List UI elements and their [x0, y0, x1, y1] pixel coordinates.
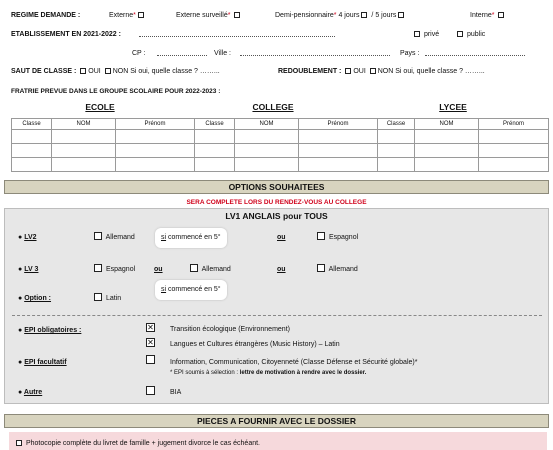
etablissement-label: ETABLISSEMENT EN 2021-2022 :: [11, 31, 121, 38]
regime-interne: Interne*: [470, 12, 506, 19]
option-latin: Latin: [92, 293, 121, 302]
pays-field[interactable]: [425, 49, 525, 58]
pieces-title: PIECES A FOURNIR AVEC LE DOSSIER: [4, 414, 549, 428]
lv2-allemand: Allemand: [92, 232, 135, 241]
si-commence-note-2: si commencé en 5°: [155, 280, 227, 300]
public-checkbox[interactable]: [457, 31, 463, 37]
fratrie-group-college: COLLEGE: [252, 102, 294, 112]
col-header: Prénom: [299, 119, 378, 130]
options-notice: SERA COMPLETE LORS DU RENDEZ-VOUS AU COLLEGE: [186, 199, 367, 206]
pays-label: Pays :: [400, 50, 420, 57]
epi-obl-2-checkbox[interactable]: ✕: [147, 338, 154, 347]
lv3-ou-2: ou: [277, 266, 286, 273]
options-divider: [12, 315, 542, 316]
epi-obl-1-checkbox[interactable]: ✕: [147, 323, 154, 332]
redoublement-row: REDOUBLEMENT : OUI NON Si oui, quelle classe ? ……...: [278, 68, 485, 75]
options-title: OPTIONS SOUHAITEES: [4, 180, 549, 194]
autre-label: ● Autre: [18, 389, 43, 396]
regime-label: REGIME DEMANDE :: [11, 12, 81, 19]
col-header: Classe: [195, 119, 235, 130]
saut-oui-checkbox[interactable]: [80, 68, 86, 74]
table-row: [12, 144, 549, 158]
epi-note: * EPI soumis à sélection : lettre de motivation à rendre avec le dossier.: [170, 370, 367, 376]
col-header: NOM: [52, 119, 116, 130]
epi-obl-2-text: Langues et Cultures étrangères (Music History) – Latin: [170, 341, 340, 348]
col-header: Classe: [12, 119, 52, 130]
epi-fac-text: Information, Communication, Citoyenneté (Classe Défense et Sécurité globale)*: [170, 359, 418, 366]
4-jours-checkbox[interactable]: [361, 12, 367, 18]
regime-externe: Externe*: [109, 12, 146, 19]
redoublement-oui-checkbox[interactable]: [345, 68, 351, 74]
lv3-allemand-2-checkbox[interactable]: [317, 264, 325, 272]
externe-checkbox[interactable]: [138, 12, 144, 18]
ville-field[interactable]: [240, 49, 390, 58]
col-header: NOM: [415, 119, 479, 130]
lv3-allemand-2: Allemand: [315, 264, 358, 273]
bia-text: BIA: [170, 389, 182, 396]
lv2-allemand-checkbox[interactable]: [94, 232, 102, 240]
lv2-espagnol-checkbox[interactable]: [317, 232, 325, 240]
bia-checkbox[interactable]: [146, 386, 155, 395]
lv3-espagnol: Espagnol: [92, 264, 135, 273]
lv2-ou: ou: [277, 234, 286, 241]
col-header: Classe: [378, 119, 415, 130]
lv2-espagnol: Espagnol: [315, 232, 358, 241]
option-label: ● Option :: [18, 295, 52, 302]
etablissement-field[interactable]: [139, 30, 335, 39]
lv3-ou-1: ou: [154, 266, 163, 273]
saut-de-classe-row: SAUT DE CLASSE : OUI NON Si oui, quelle classe ? ……...: [11, 68, 220, 75]
col-header: NOM: [235, 119, 299, 130]
lv3-allemand-checkbox[interactable]: [190, 264, 198, 272]
epi-facultatif-label: ● EPI facultatif: [18, 359, 67, 366]
redoublement-non-checkbox[interactable]: [370, 68, 376, 74]
lv3-allemand-1: Allemand: [188, 264, 231, 273]
fratrie-group-lycee: LYCEE: [439, 102, 467, 112]
si-commence-note: si commencé en 5°: [155, 228, 227, 248]
lv3-label: ● LV 3: [18, 266, 39, 273]
regime-demi-pensionnaire: Demi-pensionnaire* 4 jours / 5 jours: [275, 12, 406, 19]
externe-surveille-checkbox[interactable]: [234, 12, 240, 18]
latin-checkbox[interactable]: [94, 293, 102, 301]
lv3-espagnol-checkbox[interactable]: [94, 264, 102, 272]
col-header: Prénom: [116, 119, 195, 130]
cp-label: CP :: [132, 50, 146, 57]
prive-checkbox[interactable]: [414, 31, 420, 37]
regime-externe-surveille: Externe surveillé*: [176, 12, 242, 19]
fratrie-header-row: [12, 119, 549, 130]
fratrie-group-ecole: ECOLE: [85, 102, 115, 112]
table-row: [12, 130, 549, 144]
lv2-label: ● LV2: [18, 234, 37, 241]
fratrie-table: [11, 118, 549, 172]
fratrie-label: FRATRIE PREVUE DANS LE GROUPE SCOLAIRE POUR 2022-2023 :: [11, 88, 221, 95]
public-option: public: [455, 31, 485, 38]
cp-field[interactable]: [157, 49, 207, 58]
table-row: [12, 158, 549, 172]
col-header: Prénom: [479, 119, 549, 130]
pieces-item-1: Photocopie complète du livret de famille + jugement divorce le cas échéant.: [14, 440, 260, 447]
lv1-label: LV1 ANGLAIS pour TOUS: [225, 211, 328, 221]
epi-fac-checkbox[interactable]: [146, 355, 155, 364]
livret-famille-checkbox[interactable]: [16, 440, 22, 446]
interne-checkbox[interactable]: [498, 12, 504, 18]
5-jours-checkbox[interactable]: [398, 12, 404, 18]
ville-label: Ville :: [214, 50, 231, 57]
epi-obligatoires-label: ● EPI obligatoires :: [18, 327, 82, 334]
saut-non-checkbox[interactable]: [105, 68, 111, 74]
prive-option: privé: [412, 31, 439, 38]
epi-obl-1-text: Transition écologique (Environnement): [170, 326, 290, 333]
